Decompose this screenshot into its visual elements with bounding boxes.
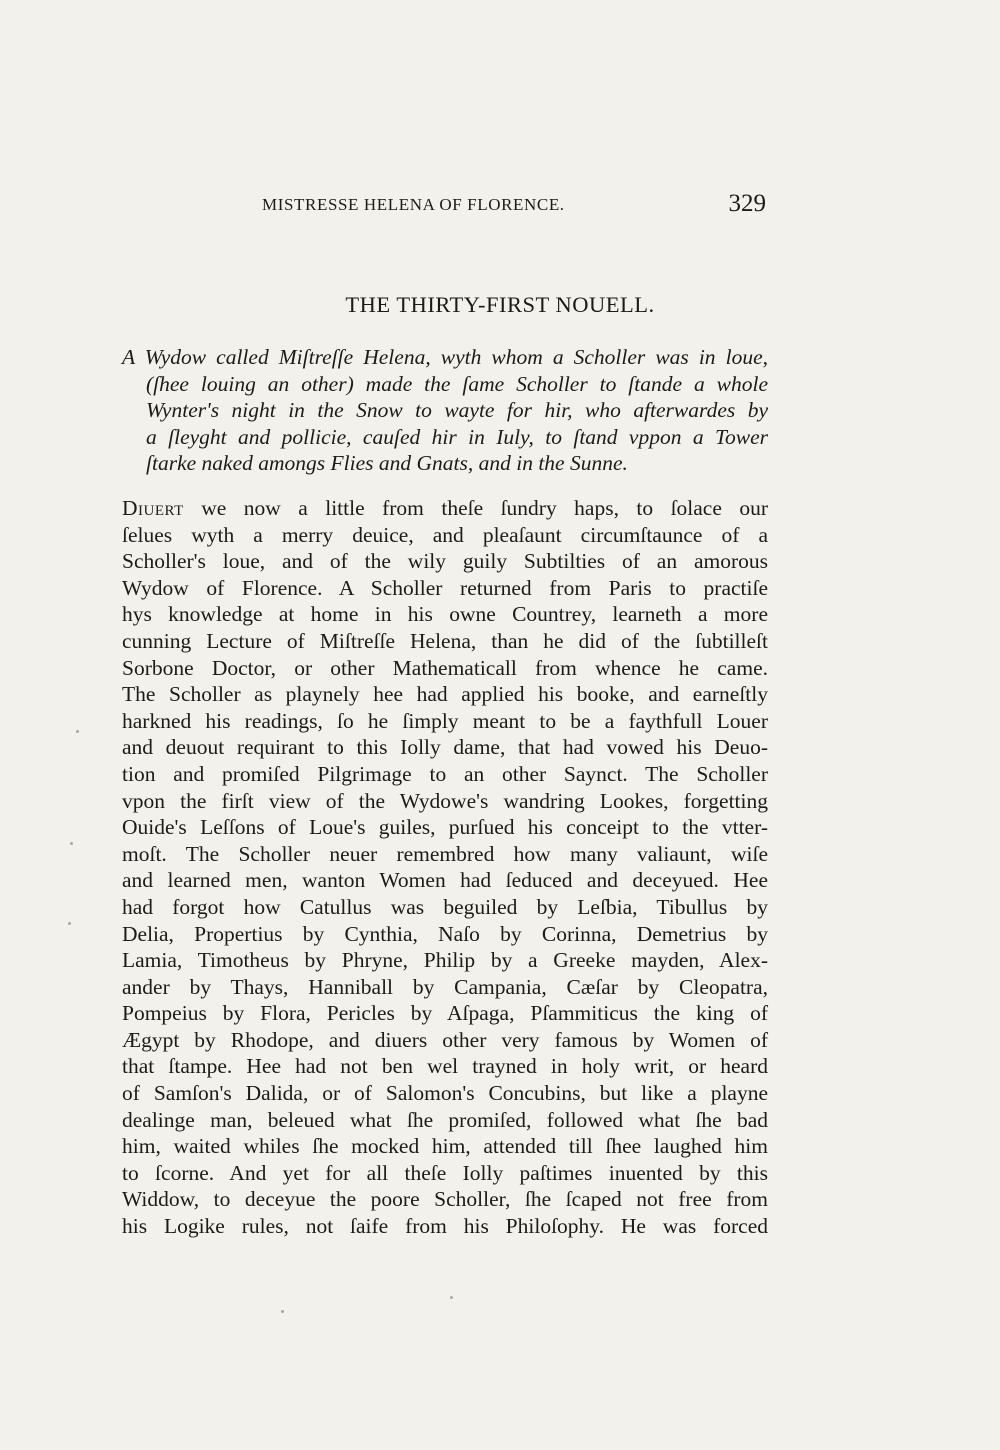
paper-speck	[70, 842, 73, 845]
page-number: 329	[728, 190, 766, 217]
body-line: moſt. The Scholler neuer remembred how many valiaunt, wiſe	[122, 841, 768, 866]
body-line: harkned his readings, ſo he ſimply meant to be a faythfull Louer	[122, 708, 768, 733]
body-line: Ouide's Leſſons of Loue's guiles, purſued his conceipt to the vtter-	[122, 815, 768, 840]
first-line-rest: we now a little from theſe ſundry haps, to ſolace our	[183, 496, 768, 520]
body-line: Lamia, Timotheus by Phryne, Philip by a Greeke mayden, Alex-	[122, 948, 768, 973]
body-line: vpon the firſt view of the Wydowe's wandring Lookes, forgetting	[122, 788, 768, 813]
running-title: MISTRESSE HELENA OF FLORENCE.	[262, 195, 565, 214]
argument-line: a ſleyght and pollicie, cauſed hir in Iuly, to ſtand vppon a Tower	[146, 424, 768, 449]
body-line: The Scholler as playnely hee had applied his booke, and earneſtly	[122, 682, 768, 707]
body-line: to ſcorne. And yet for all theſe Iolly paſtimes inuented by this	[122, 1160, 768, 1185]
body-line: dealinge man, beleued what ſhe promiſed, followed what ſhe bad	[122, 1107, 768, 1132]
body-line: of Samſon's Dalida, or of Salomon's Concubins, but like a playne	[122, 1081, 768, 1106]
opening-word: Diuert	[122, 496, 184, 520]
body-line: that ſtampe. Hee had not ben wel trayned in holy writ, or heard	[122, 1054, 768, 1079]
body-line: had forgot how Catullus was beguiled by Leſbia, Tibullus by	[122, 894, 768, 919]
running-head	[262, 190, 766, 225]
chapter-argument	[122, 344, 768, 477]
argument-line: Wynter's night in the Snow to wayte for hir, who afterwardes by	[146, 398, 768, 423]
body-line: Pompeius by Flora, Pericles by Aſpaga, Pſammiticus the king of	[122, 1001, 768, 1026]
body-text	[122, 495, 768, 1240]
paper-speck	[281, 1310, 284, 1313]
body-line: ſelues wyth a merry deuice, and pleaſaunt circumſtaunce of a	[122, 522, 768, 547]
paper-speck	[450, 1296, 453, 1299]
paper-speck	[68, 922, 71, 925]
body-line: ander by Thays, Hanniball by Campania, Cæſar by Cleopatra,	[122, 974, 768, 999]
body-line: him, waited whiles ſhe mocked him, attended till ſhee laughed him	[122, 1134, 768, 1159]
paper-speck	[76, 730, 79, 733]
body-line: Widdow, to deceyue the poore Scholler, ſhe ſcaped not free from	[122, 1187, 768, 1212]
body-line: Delia, Propertius by Cynthia, Naſo by Corinna, Demetrius by	[122, 921, 768, 946]
body-line: his Logike rules, not ſaife from his Philoſophy. He was forced	[122, 1214, 768, 1239]
argument-line: A Wydow called Miſtreſſe Helena, wyth whom a Scholler was in loue,	[122, 345, 768, 369]
body-line: and learned men, wanton Women had ſeduced and deceyued. Hee	[122, 868, 768, 893]
body-line: Wydow of Florence. A Scholler returned from Paris to practiſe	[122, 575, 768, 600]
body-line: tion and promiſed Pilgrimage to an other Saynct. The Scholler	[122, 761, 768, 786]
body-line: hys knowledge at home in his owne Countrey, learneth a more	[122, 602, 768, 627]
chapter-heading: THE THIRTY-FIRST NOUELL.	[345, 292, 655, 317]
argument-line: (ſhee louing an other) made the ſame Scholler to ſtande a whole	[146, 371, 768, 396]
body-line: Ægypt by Rhodope, and diuers other very famous by Women of	[122, 1027, 768, 1052]
argument-line: ſtarke naked amongs Flies and Gnats, and in the Sunne.	[146, 451, 628, 476]
body-line: and deuout requirant to this Iolly dame, that had vowed his Deuo-	[122, 735, 768, 760]
body-line: Sorbone Doctor, or other Mathematicall from whence he came.	[122, 655, 768, 680]
body-line: Scholler's loue, and of the wily guily Subtilties of an amorous	[122, 549, 768, 574]
body-line-first	[122, 495, 768, 522]
body-line: cunning Lecture of Miſtreſſe Helena, than he did of the ſubtilleſt	[122, 628, 768, 653]
